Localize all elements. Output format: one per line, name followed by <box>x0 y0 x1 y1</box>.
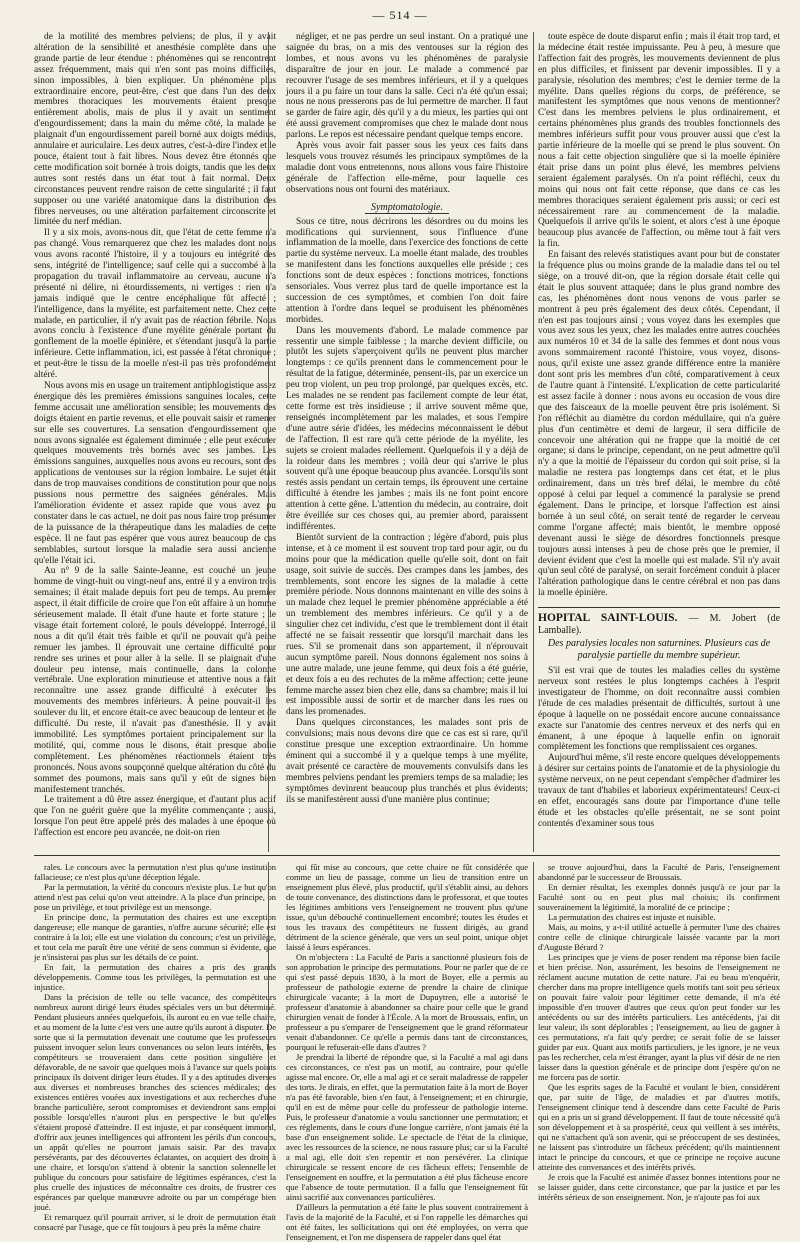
paragraph: Dans les mouvements d'abord. Le malade commence par ressentir une simple faiblesse ; la marche devient difficile, ou plutôt les sujets s'aperçoivent qu'ils ne peuvent plus marcher longtemps : ce qu'ils prennent dans le commencement pour le résultat de la fatigue, déterminée, pensent-ils, par un exercice un peu trop violent, un peu trop prolongé, par quelques excès, etc. Les malades ne se rendent pas facilement compte de leur état, cette forme est très insidieuse ; il arrive souvent même que, renseignés incomplètement par les malades, et sous l'empire d'une autre série d'idées, les médecins méconnaissent le début de l'affection. Il est rare qu'à cette période de la myélite, les sujets se croient malades réellement. Quelquefois il y a déjà de la roideur dans les membres ; voilà deur qui s'arrive le plus souvent qu'à une époque beaucoup plus avancée. Lorsqu'ils sont restés assis pendant un certain temps, ils éprouvent une certaine difficulté à étendre les jambes ; mais ils ne font point encore attention à cette gêne. L'attention du médecin, au contraire, doit être éveillée sur ces choses qui, au premier abord, paraissent indifférentes. <box>286 325 528 532</box>
paragraph: Aujourd'hui même, s'il reste encore quelques développements à désirer sur certains points de l'anatomie et de la physiologie du système nerveux, on ne peut cependant s'empêcher d'admirer les travaux de tant d'habiles et laborieux expérimentateurs! Ceux-ci en effet, encouragés sans doute par l'importance d'une telle étude et les obstacles qu'elle présentait, ne se sont point contentés d'examiner sous tous <box>538 753 780 829</box>
paragraph: Mais, au moins, y a-t-il utilité actuelle à permuter l'une des chaires contre celle de clinique chirurgicale laissée vacante par la mort d'Auguste Bérard ? <box>538 922 780 952</box>
paragraph: En faisant des relevés statistiques avant pour but de constater la fréquence plus ou moins grande de la maladie dans tel ou tel siège, on a trouvé dit-on, que la région dorsale était celle qui était le plus souvent attaquée; dans le plus grand nombre des cas, les phénomènes dont nous venons de vous parler se montrent à peu près également des deux côtés. Cependant, il n'en est pas toujours ainsi ; vous voyez dans les exemples que vous avez sous les yeux, chez les malades entre autres couchées aux numéros 10 et 34 de la salle des femmes et dont nous vous avons sommairement raconté l'histoire, vous voyez, disons-nous, qu'il existe une assez grande différence entre la manière dont sont pris les membres d'un côté, comparativement à ceux de l'autre quant à l'intensité. L'explication de cette particularité est assez facile à donner : nous avons eu occasion de vous dire que des faisceaux de la moelle peuvent être pris isolément. Si l'on réfléchit au diamètre du cordon médullaire, qui n'a guère plus d'un centimètre et demi de largeur, il sera difficile de concevoir une altération qui ne frappe que la moitié de cet organe; si dans le principe, cependant, on ne peut admettre qu'il n'y a que la moitié de l'épaisseur du cordon qui soit prise, si la maladie ne restera pas longtemps dans cet état, et le plus ordinairement, dans un très bref délai, le membre du côté opposé à celui par lequel a commencé la paralysie se prend également. Dans le principe, et lorsque l'affection est ainsi bornée à un seul côté, on serait tenté de regarder le cerveau comme l'organe affecté; mais bientôt, le membre opposé devenant aussi le siège de désordres fonctionnels presque toujours aussi intenses à peu de chose près que le premier, il devient évident que c'est la moelle qui est malade. S'il n'y avait qu'un seul côté de paralysé, on serait forcément conduit à placer l'altération pathologique dans le centre cérébral et non pas dans la moelle épinière. <box>538 250 780 599</box>
paragraph: négliger, et ne pas perdre un seul instant. On a pratiqué une saignée du bras, on a mis des ventouses sur la région des lombes, et nous avons vu les phénomènes de paralysie disparaître de jour en jour. Le malade a commencé par recouvrer l'usage de ses membres inférieurs, et il y a quelques jours il a pu faire un tour dans la salle. Ceci n'a été qu'un essai; nous ne nous presserons pas de lui permettre de marcher. Il faut se garder de faire agir, dès qu'il y a du mieux, les parties qui ont été aussi gravement compromises que chez le malade dont nous parlons. Le repos est nécessaire pendant quelque temps encore. <box>286 32 528 141</box>
lower-column-3 <box>538 862 780 1202</box>
paragraph: S'il est vrai que de toutes les maladies celles du système nerveux sont restées le plus longtemps cachées à l'esprit investigateur de l'homme, on doit reconnaître aussi combien l'étude de ces maladies présentait de difficultés, surtout à une époque à laquelle on ne possédait encore aucune connaissance exacte sur l'anatomie des centres nerveux et des nerfs qui en émanent, à une époque à laquelle enfin on ignorait complètement les fonctions que remplissaient ces organes. <box>538 666 780 753</box>
section-divider <box>34 855 780 856</box>
page-number: — 514 — <box>372 8 428 22</box>
paragraph: qui fût mise au concours, que cette chaire ne fût considérée que comme un lieu de passage, comme un lieu de transition entre un enseignement plus élevé, plus productif, qu'il s'établit ainsi, au dehors de toute convenance, des distinctions dans le professorat, et que toutes les légitimes ambitions vers l'enseignement ne trouvent plus qu'une issue, qu'un débouché continuellement encombré; toutes les études et tous les travaux des compétiteurs ne fussent dirigés, au grand détriment de la science générale, que vers un seul point, unique objet laissé à leurs espérances. <box>286 862 528 952</box>
lower-column-1 <box>34 862 276 1232</box>
paragraph: On m'objectera : La Faculté de Paris a sanctionné plusieurs fois de son approbation le principe des permutations. Pour ne parler que de ce qui s'est passé depuis 1830, à la mort de Boyer, elle a permis au professeur de pathologie externe de prendre la chaire de clinique chirurgicale vacante; à la mort de Dupuytren, elle a autorisé le professeur d'anatomie à abandonner sa chaire pour celle que le grand chirurgien venait de fonder à l'École. A la mort de Broussais, enfin, un professeur a pu s'emparer de l'enseignement que le grand réformateur venait d'abandonner. Ce qu'elle a permis dans tant de circonstances, pourquoi le refuserait-elle dans d'autres ? <box>286 952 528 1052</box>
hospital-author: — M. Jobert (de Lamballe). <box>538 613 781 637</box>
lower-article <box>34 862 780 1242</box>
column-divider <box>268 32 269 852</box>
section-heading-text: Symptomatologie. <box>365 202 449 214</box>
paragraph: En fait, la permutation des chaires a pris des grands développements. Comme tous les privilèges, la permutation est une injustice. <box>34 962 276 992</box>
paragraph: Par la permutation, la vérité du concours n'existe plus. Le but qu'on attend n'est pas celui qu'on veut atteindre. A la place d'un principe, on pose un privilège, et tout privilège est un mensonge. <box>34 882 276 912</box>
column-divider <box>533 862 534 1170</box>
lower-column-2 <box>286 862 528 1242</box>
paragraph: Le traitement a dû être assez énergique, et d'autant plus actif que l'on ne guérit guère que la myélite commençante ; aussi, lorsque l'on peut être appelé près des malades à une époque où l'affection est encore peu avancée, ne doit-on rien <box>34 795 276 839</box>
upper-column-2 <box>286 32 528 852</box>
section-heading <box>286 202 528 213</box>
paragraph: Les principes que je viens de poser rendent ma réponse bien facile et bien précise. Non, assurément, les besoins de l'enseignement ne réclament aucune mutation de cette nature. J'ai eu beau m'enquérir, chercher dans ma propre intelligence quels motifs tant soit peu sérieux on pouvait faire valoir pour légitimer cette demande, il m'a été impossible d'en trouver d'autres que ceux qu'on peut fonder sur les antécédents ou sur des intérêts particuliers. Les antécédents, j'ai dit leur valeur, ils sont déplorables ; l'enseignement, au lieu de gagner à ces permutations, n'a fait qu'y perdre; ce serait folie de se laisser guider par eux. Quant aux motifs particuliers, je les ignore, je ne veux pas les rechercher, cela m'est étranger, ayant la plus vif désir de ne rien laisser dans la question générale et de principe dont j'espère qu'on ne me forcera pas de sortir. <box>538 952 780 1082</box>
paragraph: se trouve aujourd'hui, dans la Faculté de Paris, l'enseignement abandonné par le successeur de Broussais. <box>538 862 780 882</box>
paragraph: Sous ce titre, nous décrirons les désordres ou du moins les modifications qui surviennent, sous l'influence d'une inflammation de la moelle, dans l'exercice des fonctions de cette partie du système nerveux. La moelle étant malade, des troubles se manifestent dans les fonctions auxquelles elle préside ; ces fonctions sont de deux espèces : fonctions motrices, fonctions sensoriales. Vous verrez plus tard de quelle importance est la succession de ces symptômes, et combien l'on doit faire attention à l'ordre dans lequel se produisent les phénomènes morbides. <box>286 216 528 325</box>
paragraph: Dans la précision de telle ou telle vacance, des compétiteurs nombreux auront dirigé leurs études spéciales vers un but déterminé. Pendant plusieurs années quelquefois, ils auront eu en vue telle chaire, et au moment de la lutte c'est vers une autre qu'ils auront à disputer. De sorte que si la permutation devenait une coutume que les professeurs puissent invoquer selon leurs convenances ou selon leurs intérêts, les compétiteurs se trouveraient dans cette position singulière et défavorable, de ne savoir que quelques mois à l'avance sur quels points principaux ils doivent diriger leurs études. Il y a des aptitudes diverses aux diverses et nombreuses branches des sciences médicales; des existences entières vouées aux investigations et aux recherches d'une branche particulière, seront compromises et deviendront sans emploi possible lorsqu'elles n'auront plus en perspective le but qu'elles s'étaient proposé d'atteindre. Il est injuste, et par conséquent immoral, d'offrir aux jeunes intelligences qui affrontent les périls d'un concours, un appât qu'elles ne pourront jamais saisir. Par des travaux persévérants, par des découvertes éclatantes, on acquiert des droits à une chaire, et lorsqu'on s'attend à obtenir la sanction solennelle et publique du concours pour satisfaire de légitimes espérances, c'est la plus cruelle des injustices de méconnaître ces droits, de frustrer ces espérances par quelque manœuvre adroite ou par un compérage bien joué. <box>34 992 276 1212</box>
paragraph: Au n° 9 de la salle Sainte-Jeanne, est couché un jeune homme de vingt-huit ou vingt-neuf ans, entré il y a environ trois semaines; il était malade depuis fort peu de temps. Au premier aspect, il était difficile de croire que l'on eût affaire à un homme sérieusement malade. Il était d'une haute et forte stature ; le visage était fortement coloré, le pouls développé. Interrogé, il nous a dit qu'il était très faible et qu'il ne pouvait qu'à peine remuer les jambes. Il éprouvait une certaine difficulté pour rendre ses urines et pour aller à la selle. Il se plaignait d'une douleur peu intense, mais continuelle, dans la colonne vertébrale. Une exploration minutieuse et attentive nous a fait reconnaître une assez grande difficulté à exécuter les mouvements des membres inférieurs. À peine pouvait-il les soulever du lit, et encore était-ce avec beaucoup de lenteur et de difficulté. Du reste, il n'avait pas d'anesthésie. Il y avait immobilité. Les symptômes portaient principalement sur la motilité, qui, comme nous le disons, était presque abolie complètement. Les phénomènes réactionnels étaient très prononcés. Nous avons soupçonné quelque altération du côté du sommet des poumons, mais sans qu'il y eût de signes bien manifestement tranchés. <box>34 566 276 795</box>
paragraph: Nous avons mis en usage un traitement antiphlogistique assez énergique dès les premières émissions sanguines locales, cette femme accusait une amélioration sensible; les mouvements des doigts étaient en partie revenus, et elle pouvait saisir et ramener sur elle ses couvertures. La sensation d'engourdissement que nous avons signalée est également diminuée ; elle peut exécuter quelques mouvements très bornés avec ses jambes. Les émissions sanguines, auxquelles nous avons eu recours, sont des applications de ventouses sur la région lombaire. Le sujet était dans de trop mauvaises conditions de constitution pour que nous pussions nous permettre des saignées générales. Mais l'amélioration évidente et assez rapide que vous avez pu constater dans le cas actuel, ne doit pas nous faire trop présumer de la puissance de la thérapeutique dans les maladies de cette espèce. Il ne faut pas espérer que vous aurez beaucoup de cas semblables, surtout lorsque la maladie sera aussi ancienne qu'elle l'était ici. <box>34 381 276 566</box>
upper-column-3 <box>538 32 780 852</box>
hospital-heading <box>538 607 780 636</box>
paragraph: rales. Le concours avec la permutation n'est plus qu'une institution fallacieuse; ce n'est plus qu'une déception légale. <box>34 862 276 882</box>
upper-article <box>34 32 780 852</box>
paragraph: D'ailleurs la permutation a été faite le plus souvent contrairement à l'avis de la majorité de la Faculté, et si l'on rappelle les démarches qui ont été faites, les sollicitations qui ont été employées, on verra que l'enseignement, et l'on me dispensera de rappeler dans quel état <box>286 1202 528 1242</box>
paragraph: La permutation des chaires est injuste et nuisible. <box>548 912 716 922</box>
column-divider <box>268 862 269 1170</box>
column-divider <box>533 32 534 852</box>
paragraph: Il y a six mois, avons-nous dit, que l'état de cette femme n'a pas changé. Vous remarquerez que chez les malades dont nous vous avons raconté l'histoire, il y a toujours eu intégrité des sens, intégrité de l'intelligence; sauf celle qui a succombé à la propagation du travail inflammatoire au cerveau, aucune n'a présenté ni délire, ni étourdissements, ni vertiges : rien n'a jamais indiqué que le centre encéphalique fût affecté ; l'intelligence, dans la myélite, est parfaitement nette. Chez cette malade, en particulier, il n'y avait pas de réaction fébrile. Nous avons conclu à l'existence d'une myélite générale portant du gonflement de la moelle épinière, et s'étendant jusqu'à la partie inférieure. Cette inflammation, ici, est passée à l'état chronique ; et peut-être le tissu de la moelle n'est-il pas très profondément altéré. <box>34 228 276 381</box>
paragraph: toute espèce de doute disparut enfin ; mais il était trop tard, et la médecine était restée impuissante. Peu à peu, à mesure que l'affection fait des progrès, les mouvements deviennent de plus en plus difficiles, et finissent par devenir impossibles. Il y a paralysie, résolution des membres; c'est le dernier terme de la myélite. Dans quelles régions du corps, de préférence, se manifestent les symptômes que nous venons de mentionner? C'est dans les membres pelviens le plus ordinairement, et certains phénomènes plus grands des troubles fonctionnels des membres inférieurs suffit pour vous prouver aussi que c'est la partie inférieure de la moelle qui se prend le plus souvent. On nous a fait cette objection singulière que si la moelle épinière était prise dans un point plus élevé, les membres pelviens seraient également paralysés. On n'a point réfléchi, ceux du moins qui nous ont fait cette réponse, que dans ce cas les membres thoraciques seraient également pris aussi; or ceci est nécessairement rare au commencement de la maladie. Quelquefois il arrive qu'ils le soient, et alors c'est à une époque beaucoup plus avancée de l'affection, ou même tout à fait vers la fin. <box>538 32 780 250</box>
paragraph: Que les esprits sages de la Faculté et voulant le bien, considérent que, par suite de l'âge, de maladies et par d'autres motifs, l'enseignement clinique tend à descendre dans cette Faculté de Paris qui en a pris un si grand développement. Il faut de toute nécessité qu'à son développement et à sa prospérité, ceux qui veillent à ses intérêts, qui ne s'attachent qu'à son avenir, qui se préoccupent de ses destinées, ne laissent pas s'introduire un fâcheux précédent; qu'ils maintiennent intact le principe du concours, et que ce principe ne reçoive aucune atteinte des convenances et des intérêts privés. <box>538 1082 780 1172</box>
paragraph: Bientôt survient de la contraction ; légère d'abord, puis plus intense, et à ce moment il est souvent trop tard pour agir, ou du moins pour que la médication quelle qu'elle soit, dont on fait usage, soit suivie de succès. Des crampes dans les jambes, des tremblements, sont encore les signes de la maladie à cette première période. Nous donnons maintenant en ville des soins à un malade chez lequel le premier phénomène appréciable a été un tremblement des membres inférieurs. Ce qu'il y a de singulier chez cet individu, c'est que le tremblement dont il était affecté ne se faisait ressentir que lorsqu'il marchait dans les rues. S'il se promenait dans son appartement, il n'éprouvait aucun symptôme pareil. Nous donnons également nos soins à une autre malade, une jeune femme, qui deux fois a été guérie, et deux fois a eu des rechutes de la même affection; cette jeune femme marche assez bien chez elle, dans sa chambre; mais il lui est impossible aussi de sortir et de marcher dans les rues ou dans les promenades. <box>286 532 528 718</box>
paragraph: En dernier résultat, les exemples donnés jusqu'à ce jour par la Faculté sont ou en peut plus mal choisis; ils confirment souverainement la légitimité, la moralité de ce principe ; <box>538 882 780 912</box>
hospital-name: HOPITAL SAINT-LOUIS. <box>538 612 678 625</box>
upper-column-1 <box>34 32 276 852</box>
paragraph: En principe donc, la permutation des chaires est une exception dangereuse; elle manque de garanties, n'offre aucune sécurité; elle est contraire à la loi; elle est une violation du concours; c'est un privilège, et tout cela me paraît être une vérité de sens commun si évidente, que je n'insisterai pas plus sur les détails de ce point. <box>34 912 276 962</box>
paragraph: Dans quelques circonstances, les malades sont pris de convulsions; mais nous devons dire que ce cas est si rare, qu'il constitue presque une exception extraordinaire. Un homme éminent qui a succombé il y a quelque temps à une myélite, avait présenté ce caractère de mouvements convulsifs dans les membres pelviens pendant les premiers temps de sa maladie; les symptômes devinrent beaucoup plus tranchés et plus évidents; ils se manifestèrent aussi d'une manière plus continue; <box>286 718 528 805</box>
paragraph: Après vous avoir fait passer sous les yeux ces faits dans lesquels vous trouvez résumés les principaux symptômes de la maladie dont vous entretenons, nous allons vous faire l'histoire générale de l'affection elle-même, pour laquelle ces observations nous ont fourni des matériaux. <box>286 141 528 195</box>
paragraph: Je crois que la Faculté est animée d'assez bonnes intentions pour ne se laisser guider, dans cette circonstance, que par la justice et par les intérêts sérieux de son enseignement. Non, je n'ajoute pas foi aux <box>538 1172 780 1202</box>
hospital-subtitle: Des paralysies locales non saturnines. Plusieurs cas de paralysie partielle du membre supérieur. <box>547 638 771 662</box>
paragraph: Je prendrai la liberté de répondre que, si la Faculté a mal agi dans ces circonstances, ce n'est pas un motif, au contraire, pour qu'elle agisse mal encore. Or, elle a mal agi et ce serait maladresse de rappeler des torts. Je dirais, en effet, que la permutation faite à la mort de Boyer n'a pas été favorable, bien s'en faut, à l'enseignement; et en chirurgie, qu'il en est de même pour celle du professeur de pathologie interne. Puis, le professeur d'anatomie a voulu sanctionner une permutation; et ces réglements, dans le cours d'une longue carrière, n'ont jamais été la base d'un enseignement solide. Le spectacle de l'état de la clinique, avec les ressources de la science, ne nous rassure plus; car si la Faculté a mal agi, elle doit s'en repentir et non persévérer. La clinique chirurgicale se ressent encore de ces fâcheux effets; l'ensemble de l'enseignement en souffre, et la permutation a été plus fâcheuse encore que l'absence de toute permutation. Il a fallu que l'enseignement fût ainsi sacrifié aux convenances particulières. <box>286 1052 528 1202</box>
paragraph: de la motilité des membres pelviens; de plus, il y avait altération de la sensibilité et anesthésie complète dans une grande partie de leur étendue : phénomènes qui se rencontrent assez fréquemment, mais qui n'en sont pas moins difficiles, sinon impossibles, à bien expliquer. Un phénomène plus extraordinaire encore, peut-être, c'est que dans l'un des deux membres thoraciques les mouvements étaient presque entièrement abolis, mais de plus il y avait un sentiment d'engourdissement; dans la main du même côté, la malade se plaignait d'un engourdissement pareil borné aux doigts médius, annulaire et auriculaire. Les deux autres, c'est-à-dire l'index et le pouce, étaient tout à fait libres. Nous devez être étonnés que cette modification soit bornée à trois doigts, tandis que les deux autres sont restés dans un état tout à fait normal. Deux circonstances peuvent rendre raison de cette singularité ; il faut supposer ou une variété anatomique dans la distribution des fibres nerveuses, ou une altération parfaitement circonscrite et limitée du nerf médian. <box>34 32 276 228</box>
paragraph: Et remarquez qu'il pourrait arriver, si le droit de permutation était consacré par l'usage, que ce fût toujours à peu près la même chaire <box>34 1212 276 1232</box>
